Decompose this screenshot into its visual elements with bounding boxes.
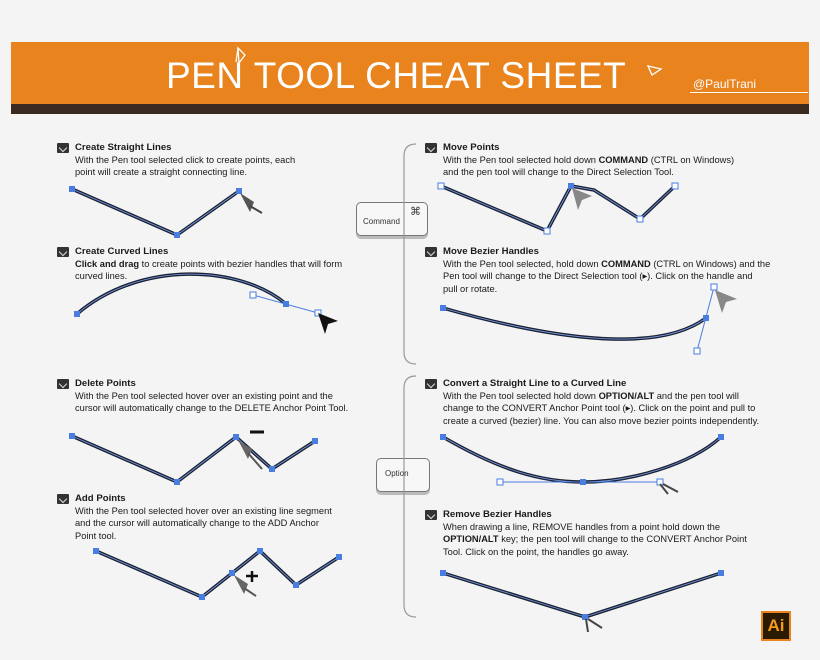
anchor-point: [93, 548, 99, 554]
section-title: Remove Bezier Handles: [443, 509, 552, 520]
convert-cursor-icon: [586, 619, 602, 632]
selection-arrow-icon: [318, 313, 338, 334]
command-symbol-icon: ⌘: [410, 206, 421, 218]
anchor-point: [236, 188, 242, 194]
anchor-point: [293, 582, 299, 588]
plus-icon: [246, 571, 258, 582]
bracket-top: [404, 144, 416, 364]
convert-line-demo: [440, 434, 724, 494]
option-key-label: Option: [385, 469, 409, 478]
anchor-point: [269, 466, 275, 472]
anchor-point: [174, 479, 180, 485]
handle-point: [250, 292, 256, 298]
section-text: With the Pen tool selected hold down: [443, 391, 599, 402]
anchor-point: [233, 434, 239, 440]
anchor-point: [718, 434, 724, 440]
move-points-demo: [438, 183, 678, 234]
section-text: pull or rotate.: [443, 283, 498, 294]
section-title: Convert a Straight Line to a Curved Line: [443, 378, 627, 389]
emphasis-text: OPTION/ALT: [598, 391, 655, 402]
section-text: and the pen tool will change to the Direct Selection Tool.: [443, 167, 674, 178]
anchor-point: [580, 479, 586, 485]
section-text: With the Pen tool selected click to create points, each: [75, 155, 296, 166]
anchor-point: [440, 570, 446, 576]
section-title: Move Bezier Handles: [443, 246, 539, 257]
handle-point: [497, 479, 503, 485]
section-text: With the Pen tool selected hover over an existing line segment: [75, 506, 332, 517]
pen-cursor-icon: [238, 440, 262, 469]
straight-line-demo: [69, 186, 262, 238]
page-title: PEN TOOL CHEAT SHEET: [166, 55, 627, 96]
direct-selection-cursor-icon: [572, 188, 592, 210]
section-text: With the Pen tool selected, hold down: [443, 259, 602, 270]
anchor-point: [637, 216, 643, 222]
section-text: and the cursor will automatically change to the ADD Anchor: [75, 518, 319, 529]
curved-line-demo: [74, 274, 338, 334]
pen-cursor-icon: [240, 193, 262, 213]
section-text: key; the pen tool will change to the CONVERT Anchor Point: [498, 534, 747, 545]
anchor-point: [438, 183, 444, 189]
anchor-point: [544, 228, 550, 234]
anchor-point: [174, 232, 180, 238]
move-bezier-demo: [440, 284, 737, 354]
anchor-point: [582, 614, 588, 620]
pen-nib-icon: [648, 66, 661, 75]
section-title: Move Points: [443, 142, 500, 153]
section-text: When drawing a line, REMOVE handles from a point hold down the: [443, 522, 720, 533]
section-text: and the pen tool will: [654, 391, 739, 402]
anchor-point: [69, 186, 75, 192]
anchor-point: [199, 594, 205, 600]
section-text: curved lines.: [75, 271, 128, 282]
emphasis-text: COMMAND: [601, 259, 651, 270]
anchor-point: [568, 183, 574, 189]
emphasis-text: OPTION/ALT: [443, 534, 499, 545]
section-text: (CTRL on Windows) and the: [650, 259, 771, 270]
handle-point: [711, 284, 717, 290]
section-title: Create Straight Lines: [75, 142, 172, 153]
anchor-point: [312, 438, 318, 444]
anchor-point: [703, 315, 709, 321]
section-text: Pen tool will change to the Direct Selection tool (▸). Click on the handle and: [443, 271, 753, 282]
section-text: point will create a straight connecting line.: [75, 167, 248, 178]
section-text: create a curved (bezier) line. You can also move bezier points independently.: [443, 415, 760, 426]
author-handle: @PaulTrani: [693, 77, 757, 91]
remove-handles-demo: [440, 570, 724, 632]
anchor-point: [440, 434, 446, 440]
section-text: cursor will automatically change to the DELETE Anchor Point Tool.: [75, 403, 349, 414]
section-title: Add Points: [75, 493, 126, 504]
section-text: to create points with bezier handles that will form: [139, 259, 343, 270]
anchor-point: [672, 183, 678, 189]
anchor-point: [283, 301, 289, 307]
pen-nib-icon: [236, 48, 245, 63]
illustrator-logo: Ai: [761, 611, 791, 641]
emphasis-text: COMMAND: [598, 155, 649, 166]
section-text: change to the CONVERT Anchor Point tool (▸). Click on the point and pull to: [443, 403, 756, 414]
section-text: With the Pen tool selected hover over an existing point and the: [75, 391, 333, 402]
section-text: Point tool.: [75, 530, 117, 541]
handle-point: [694, 348, 700, 354]
direct-selection-cursor-icon: [715, 290, 737, 313]
anchor-point: [718, 570, 724, 576]
anchor-point: [336, 554, 342, 560]
command-key-label: Command: [363, 217, 400, 226]
section-text: (CTRL on Windows): [648, 155, 735, 166]
anchor-point: [69, 433, 75, 439]
section-text: With the Pen tool selected hold down: [443, 155, 599, 166]
anchor-point: [257, 548, 263, 554]
section-title: Delete Points: [75, 378, 136, 389]
delete-points-demo: [69, 432, 318, 485]
section-text: Tool. Click on the point, the handles go away.: [443, 546, 629, 557]
anchor-point: [440, 305, 446, 311]
anchor-point: [74, 311, 80, 317]
emphasis-text: Click and drag: [75, 259, 140, 270]
add-points-demo: [93, 548, 342, 600]
bracket-bottom: [404, 376, 416, 617]
section-title: Create Curved Lines: [75, 246, 169, 257]
